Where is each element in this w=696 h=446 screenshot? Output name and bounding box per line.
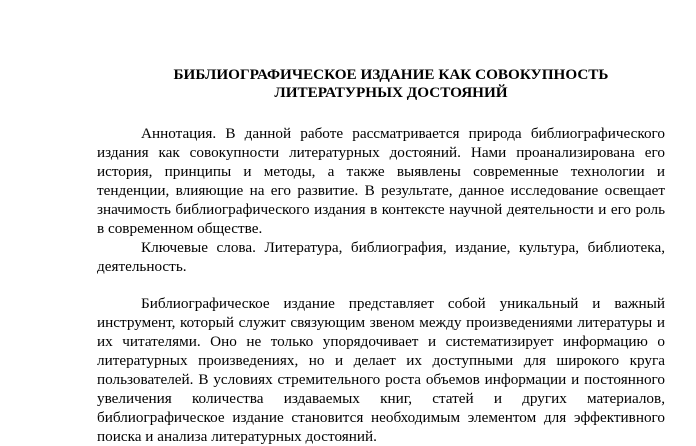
abstract-paragraph: Аннотация. В данной работе рассматривается природа библиографического издания как совокупности литературных достояний. Нами проанализирована его история, принципы и методы, а также выявлены современные технологии и тенденции, влияющие на его развитие. В результате, данное исследование освещает значимость библиографического издания в контексте научной деятельности и его роль в современном обществе. bbox=[97, 125, 665, 237]
title-line-2: ЛИТЕРАТУРНЫХ ДОСТОЯНИЙ bbox=[274, 84, 508, 101]
body-paragraph: Библиографическое издание представляет собой уникальный и важный инструмент, который служит связующим звеном между произведениями литературы и их читателями. Оно не только упорядочивает и систематизирует информацию о литературных произведениях, но и делает их доступными для широкого круга пользователей. В условиях стремительного роста объемов информации и постоянного увеличения количества издаваемых книг, статей и других материалов, библиографическое издание становится необходимым элементом для эффективного поиска и анализа литературных достояний. bbox=[97, 295, 665, 445]
keywords-paragraph: Ключевые слова. Литература, библиография, издание, культура, библиотека, деятельность. bbox=[97, 239, 665, 275]
document-page bbox=[97, 66, 665, 446]
title-line-1: БИБЛИОГРАФИЧЕСКОЕ ИЗДАНИЕ КАК СОВОКУПНОСТЬ bbox=[173, 66, 609, 83]
document-title bbox=[97, 66, 665, 102]
